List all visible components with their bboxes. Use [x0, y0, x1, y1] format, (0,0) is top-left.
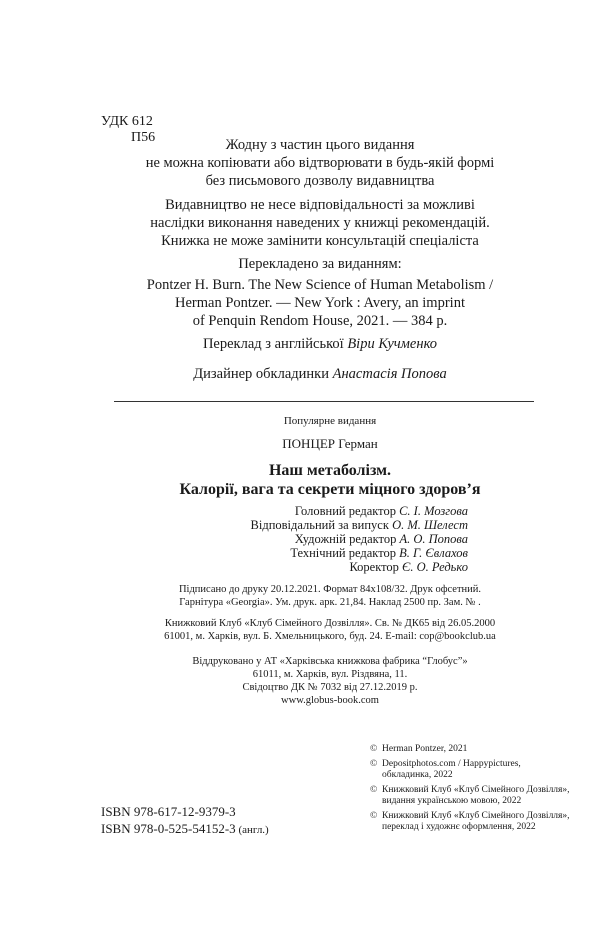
translated-from-label: Перекладено за виданням: [238, 256, 402, 272]
printer-info [120, 655, 540, 707]
book-subtitle: Калорії, вага та секрети міцного здоров’я [179, 481, 481, 498]
designer-credit [60, 365, 580, 383]
isbn-note: (англ.) [235, 824, 269, 836]
copyright-text: Herman Pontzer, 2021 [382, 744, 468, 754]
edition-type: Популярне видання [283, 415, 377, 427]
disclaimer-notice [60, 196, 580, 250]
print-info [120, 583, 540, 609]
print-info-line: Підписано до друку 20.12.2021. Формат 84х108/32. Друк офсетний. [178, 584, 482, 595]
credit-row [188, 560, 468, 574]
copyright-item [370, 759, 570, 782]
credit-name: В. Г. Євлахов [399, 546, 468, 560]
copyright-icon: © [370, 784, 378, 795]
author-name: ПОНЦЕР Герман [282, 436, 378, 451]
original-line: Pontzer H. Burn. The New Science of Human Metabolism / [146, 277, 494, 293]
designer-label: Дизайнер обкладинки [193, 366, 333, 382]
printer-line: Свідоцтво ДК № 7032 від 27.12.2019 р. [242, 682, 418, 693]
credit-role: Головний редактор [294, 504, 400, 518]
publisher-info [120, 617, 540, 643]
credit-role: Технічний редактор [290, 546, 400, 560]
credit-row [188, 532, 468, 546]
author-sign-code: П56 [131, 130, 156, 145]
credit-name: А. О. Попова [399, 532, 468, 546]
book-title: Наш метаболізм. [268, 462, 392, 479]
credit-row [188, 546, 468, 560]
rights-line: без письмового дозволу видавництва [205, 173, 435, 189]
copyright-icon: © [370, 758, 378, 769]
rights-notice [60, 136, 580, 190]
publisher-line: 61001, м. Харків, вул. Б. Хмельницького, буд. 24. E-mail: cop@bookclub.ua [164, 631, 496, 642]
credit-role: Художній редактор [294, 532, 400, 546]
copyright-item [370, 811, 570, 834]
isbn-number: ISBN 978-0-525-54152-3 [101, 821, 236, 836]
copyright-text: Книжковий Клуб «Клуб Сімейного Дозвілля», переклад і художнє оформлення, 2022 [382, 810, 570, 832]
credit-name: Є. О. Редько [402, 560, 468, 574]
disclaimer-line: наслідки виконання наведених у книжці рекомендацій. [150, 215, 490, 231]
credit-name: С. І. Мозгова [399, 504, 468, 518]
original-line: Herman Pontzer. — New York : Avery, an imprint [175, 295, 465, 311]
copyright-item [370, 785, 570, 808]
isbn-number: ISBN 978-617-12-9379-3 [101, 804, 236, 819]
copyright-text: Книжковий Клуб «Клуб Сімейного Дозвілля», видання українською мовою, 2022 [382, 784, 570, 806]
copyright-icon: © [370, 744, 378, 754]
publisher-line: Книжковий Клуб «Клуб Сімейного Дозвілля». Св. № ДК65 від 26.05.2000 [164, 618, 496, 629]
rights-line: Жодну з частин цього видання [225, 137, 415, 153]
credit-row [188, 504, 468, 518]
credit-name: О. М. Шелест [392, 518, 468, 532]
disclaimer-line: Видавництво не несе відповідальності за можливі [165, 197, 475, 213]
printer-line: 61011, м. Харків, вул. Різдвяна, 11. [252, 669, 408, 680]
translator-name: Віри Кучменко [347, 336, 438, 352]
printer-line: www.globus-book.com [281, 695, 379, 706]
section-divider [114, 401, 534, 402]
disclaimer-line: Книжка не може замінити консультацій спеціаліста [161, 233, 479, 249]
printer-line: Віддруковано у АТ «Харківська книжкова фабрика “Глобус”» [192, 656, 468, 667]
original-line: of Penquin Rendom House, 2021. — 384 p. [192, 313, 448, 329]
credit-role: Відповідальний за випуск [250, 518, 393, 532]
translator-credit [60, 335, 580, 353]
editorial-credits [188, 504, 468, 574]
copyright-block [370, 744, 570, 837]
copyright-icon: © [370, 810, 378, 821]
print-info-line: Гарнітура «Georgia». Ум. друк. арк. 21,84. Наклад 2500 пр. Зам. № . [179, 597, 481, 608]
translator-label: Переклад з англійської [202, 336, 348, 352]
udk-code: УДК 612 [101, 114, 153, 129]
isbn-line [101, 804, 236, 819]
copyright-text: Depositphotos.com / Happypictures, обкладинка, 2022 [382, 758, 521, 780]
designer-name: Анастасія Попова [332, 366, 447, 382]
credit-role: Коректор [349, 560, 403, 574]
original-edition [60, 276, 580, 330]
copyright-item [370, 744, 570, 756]
rights-line: не можна копіювати або відтворювати в будь-якій формі [145, 155, 495, 171]
isbn-line [101, 821, 269, 838]
credit-row [188, 518, 468, 532]
